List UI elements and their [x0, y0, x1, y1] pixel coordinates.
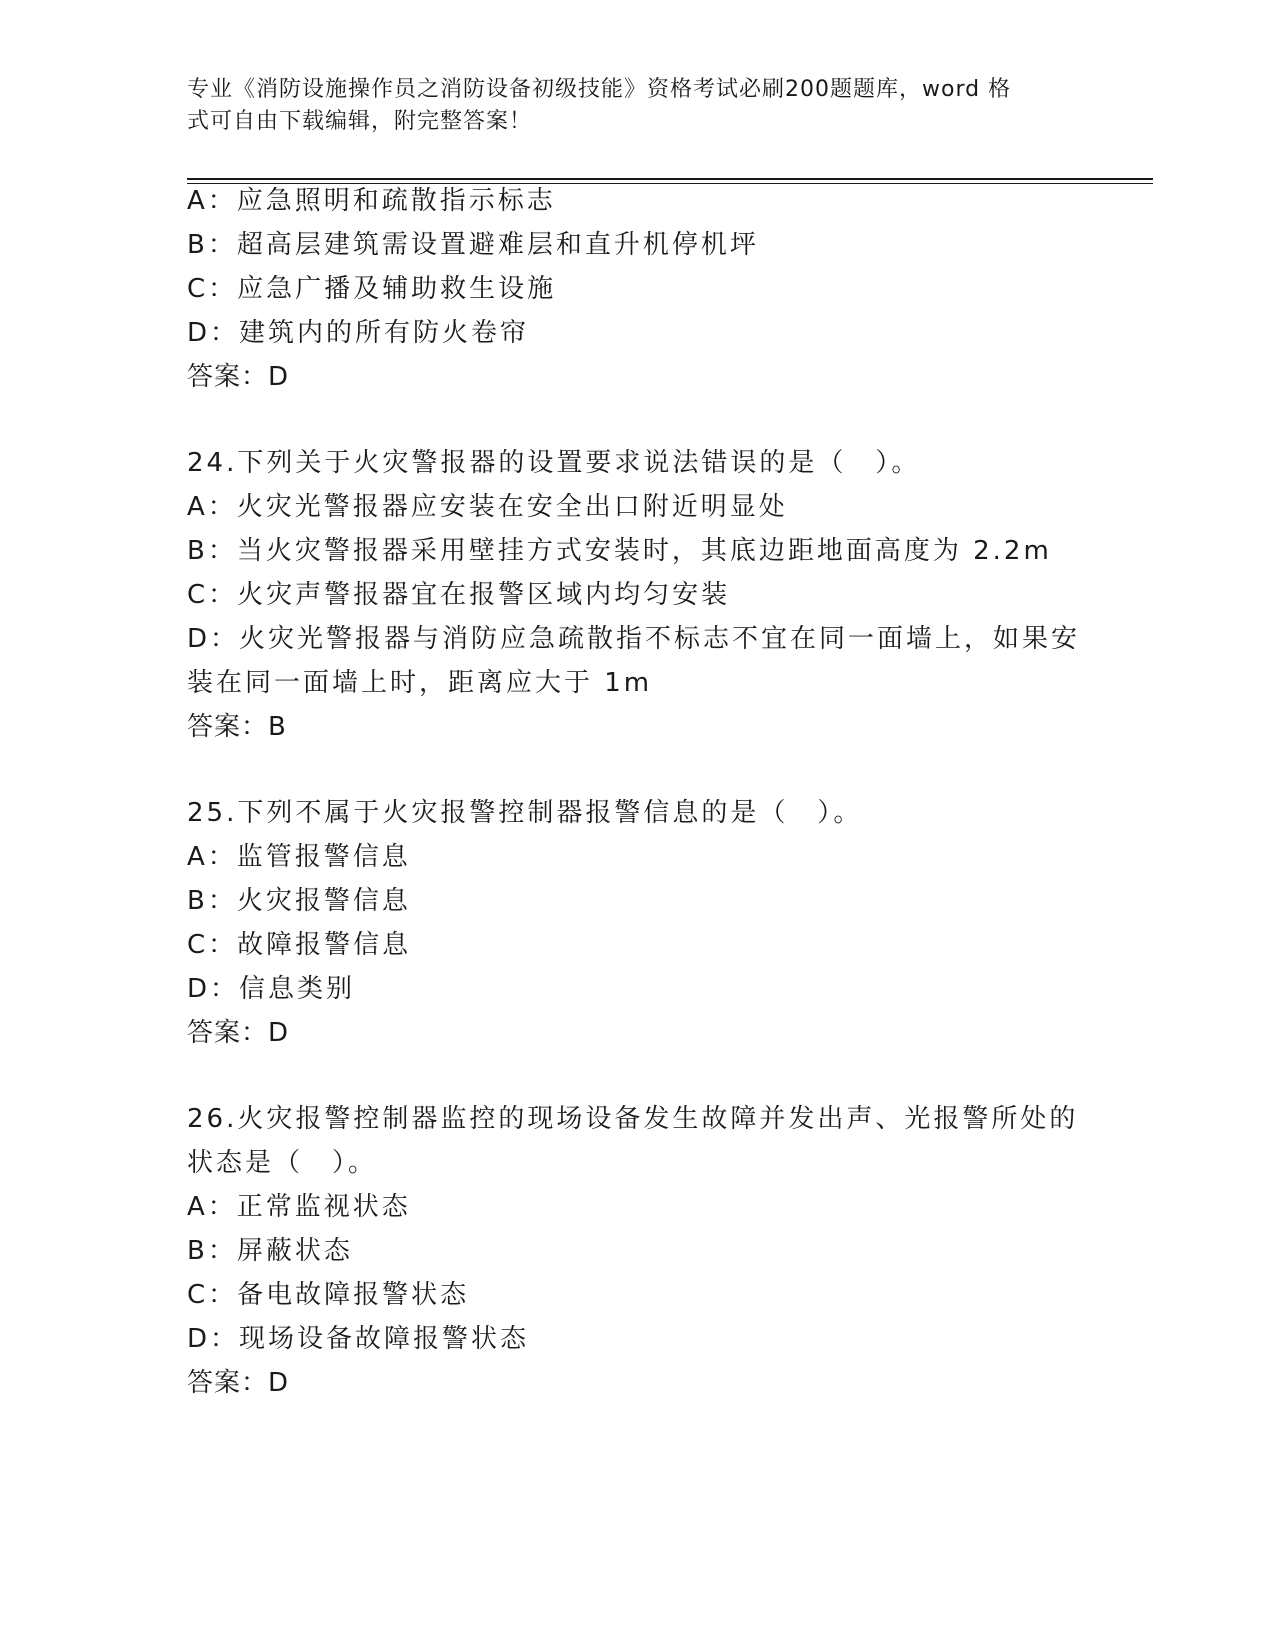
q24-question: 24.下列关于火灾警报器的设置要求说法错误的是（ ）。 [187, 448, 921, 478]
header-line-1: 专业《消防设施操作员之消防设备初级技能》资格考试必刷200题题库，word 格 [187, 77, 1012, 102]
q26-question-line-2: 状态是（ ）。 [187, 1148, 378, 1178]
q23-answer: 答案：D [187, 362, 290, 392]
q26-option-d: D：现场设备故障报警状态 [187, 1324, 530, 1354]
q25-option-a: A：监管报警信息 [187, 842, 411, 872]
q26-option-a: A：正常监视状态 [187, 1192, 411, 1222]
q25-answer: 答案：D [187, 1018, 290, 1048]
q24-answer: 答案：B [187, 712, 287, 742]
q26-answer: 答案：D [187, 1368, 290, 1398]
q25-option-c: C：故障报警信息 [187, 930, 412, 960]
q26-option-b: B：屏蔽状态 [187, 1236, 353, 1266]
q25-option-b: B：火灾报警信息 [187, 886, 411, 916]
q26-option-c: C：备电故障报警状态 [187, 1280, 470, 1310]
q23-option-b: B：超高层建筑需设置避难层和直升机停机坪 [187, 230, 759, 260]
q24-option-d-line-2: 装在同一面墙上时，距离应大于 1m [187, 668, 653, 698]
header-divider-thick [187, 178, 1153, 180]
q23-option-c: C：应急广播及辅助救生设施 [187, 274, 557, 304]
q23-option-d: D：建筑内的所有防火卷帘 [187, 318, 530, 348]
q25-option-d: D：信息类别 [187, 974, 356, 1004]
q24-option-d-line-1: D：火灾光警报器与消防应急疏散指不标志不宜在同一面墙上，如果安 [187, 624, 1081, 654]
q24-option-b: B：当火灾警报器采用壁挂方式安装时，其底边距地面高度为 2.2m [187, 536, 1052, 566]
document-header [187, 74, 1067, 138]
q24-option-c: C：火灾声警报器宜在报警区域内均匀安装 [187, 580, 731, 610]
q25-question: 25.下列不属于火灾报警控制器报警信息的是（ ）。 [187, 798, 863, 828]
header-divider-thin [187, 183, 1153, 184]
q26-question-line-1: 26.火灾报警控制器监控的现场设备发生故障并发出声、光报警所处的 [187, 1104, 1079, 1134]
q24-option-a: A：火灾光警报器应安装在安全出口附近明显处 [187, 492, 788, 522]
q23-option-a: A：应急照明和疏散指示标志 [187, 186, 556, 216]
header-line-2: 式可自由下载编辑，附完整答案！ [187, 109, 533, 134]
